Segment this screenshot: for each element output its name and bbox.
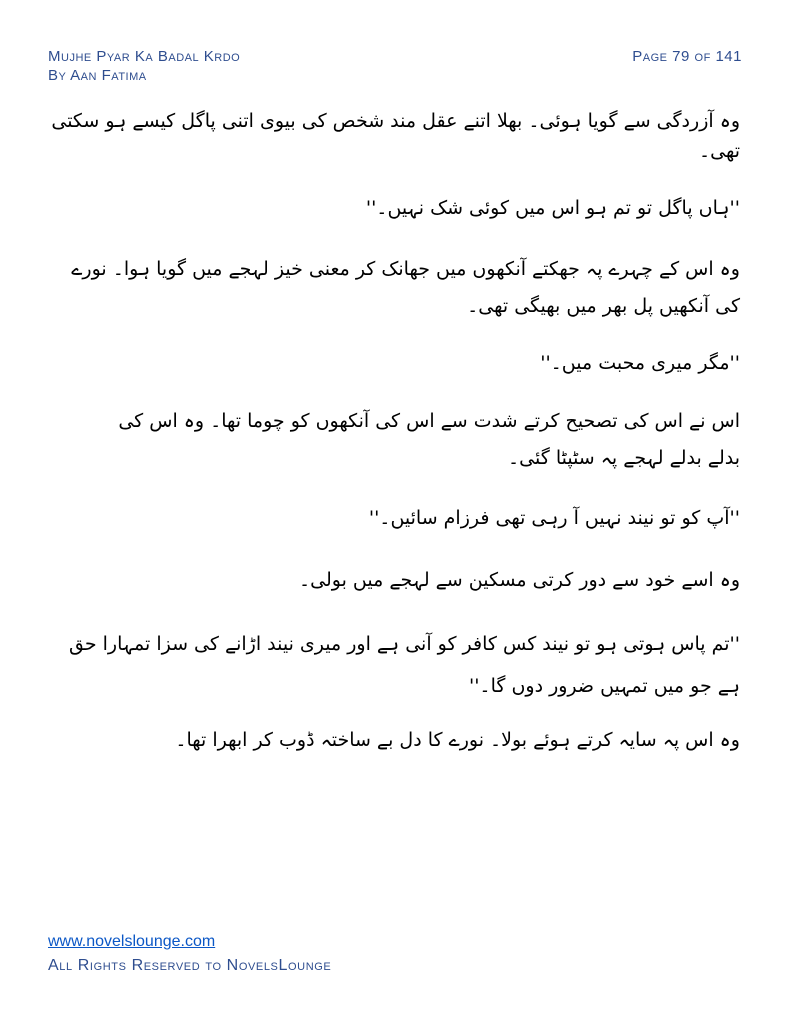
document-header-left <box>48 47 240 85</box>
paragraph: ''ہاں پاگل تو تم ہو اس میں کوئی شک نہیں۔'' <box>365 197 740 219</box>
paragraph: وہ آزردگی سے گویا ہوئی۔ بھلا اتنے عقل مند شخص کی بیوی اتنی پاگل کیسے ہو سکتی تھی۔ <box>51 110 740 162</box>
website-link[interactable]: www.novelslounge.com <box>48 933 216 950</box>
document-footer <box>48 932 331 976</box>
paragraph: اس نے اس کی تصحیح کرتے شدت سے اس کی آنکھوں کو چوما تھا۔ وہ اس کی بدلے بدلے لہجے پہ سٹپٹا گئی۔ <box>118 410 740 469</box>
author-line: By Aan Fatima <box>48 67 147 84</box>
paragraph: ''تم پاس ہوتی ہو تو نیند کس کافر کو آنی ہے اور میری نیند اڑانے کی سزا تمہارا حق ہے جو میں تمہیں ضرور دوں گا۔'' <box>69 633 740 697</box>
paragraph: وہ اس پہ سایہ کرتے ہوئے بولا۔ نورے کا دل بے ساختہ ڈوب کر ابھرا تھا۔ <box>175 729 740 751</box>
page-indicator: Page 79 of 141 <box>632 48 742 65</box>
paragraph: وہ اس کے چہرے پہ جھکتے آنکھوں میں جھانک کر معنی خیز لہجے میں گویا ہوا۔ نورے کی آنکھیں پل بھر میں بھیگی تھی۔ <box>71 258 740 317</box>
story-body <box>48 106 740 755</box>
novel-title: Mujhe Pyar Ka Badal Krdo <box>48 48 241 65</box>
paragraph: وہ اسے خود سے دور کرتی مسکین سے لہجے میں بولی۔ <box>299 569 740 591</box>
rights-notice: All Rights Reserved to NovelsLounge <box>48 957 332 974</box>
paragraph: ''آپ کو تو نیند نہیں آ رہی تھی فرزام سائیں۔'' <box>368 507 740 529</box>
paragraph: ''مگر میری محبت میں۔'' <box>540 352 740 374</box>
